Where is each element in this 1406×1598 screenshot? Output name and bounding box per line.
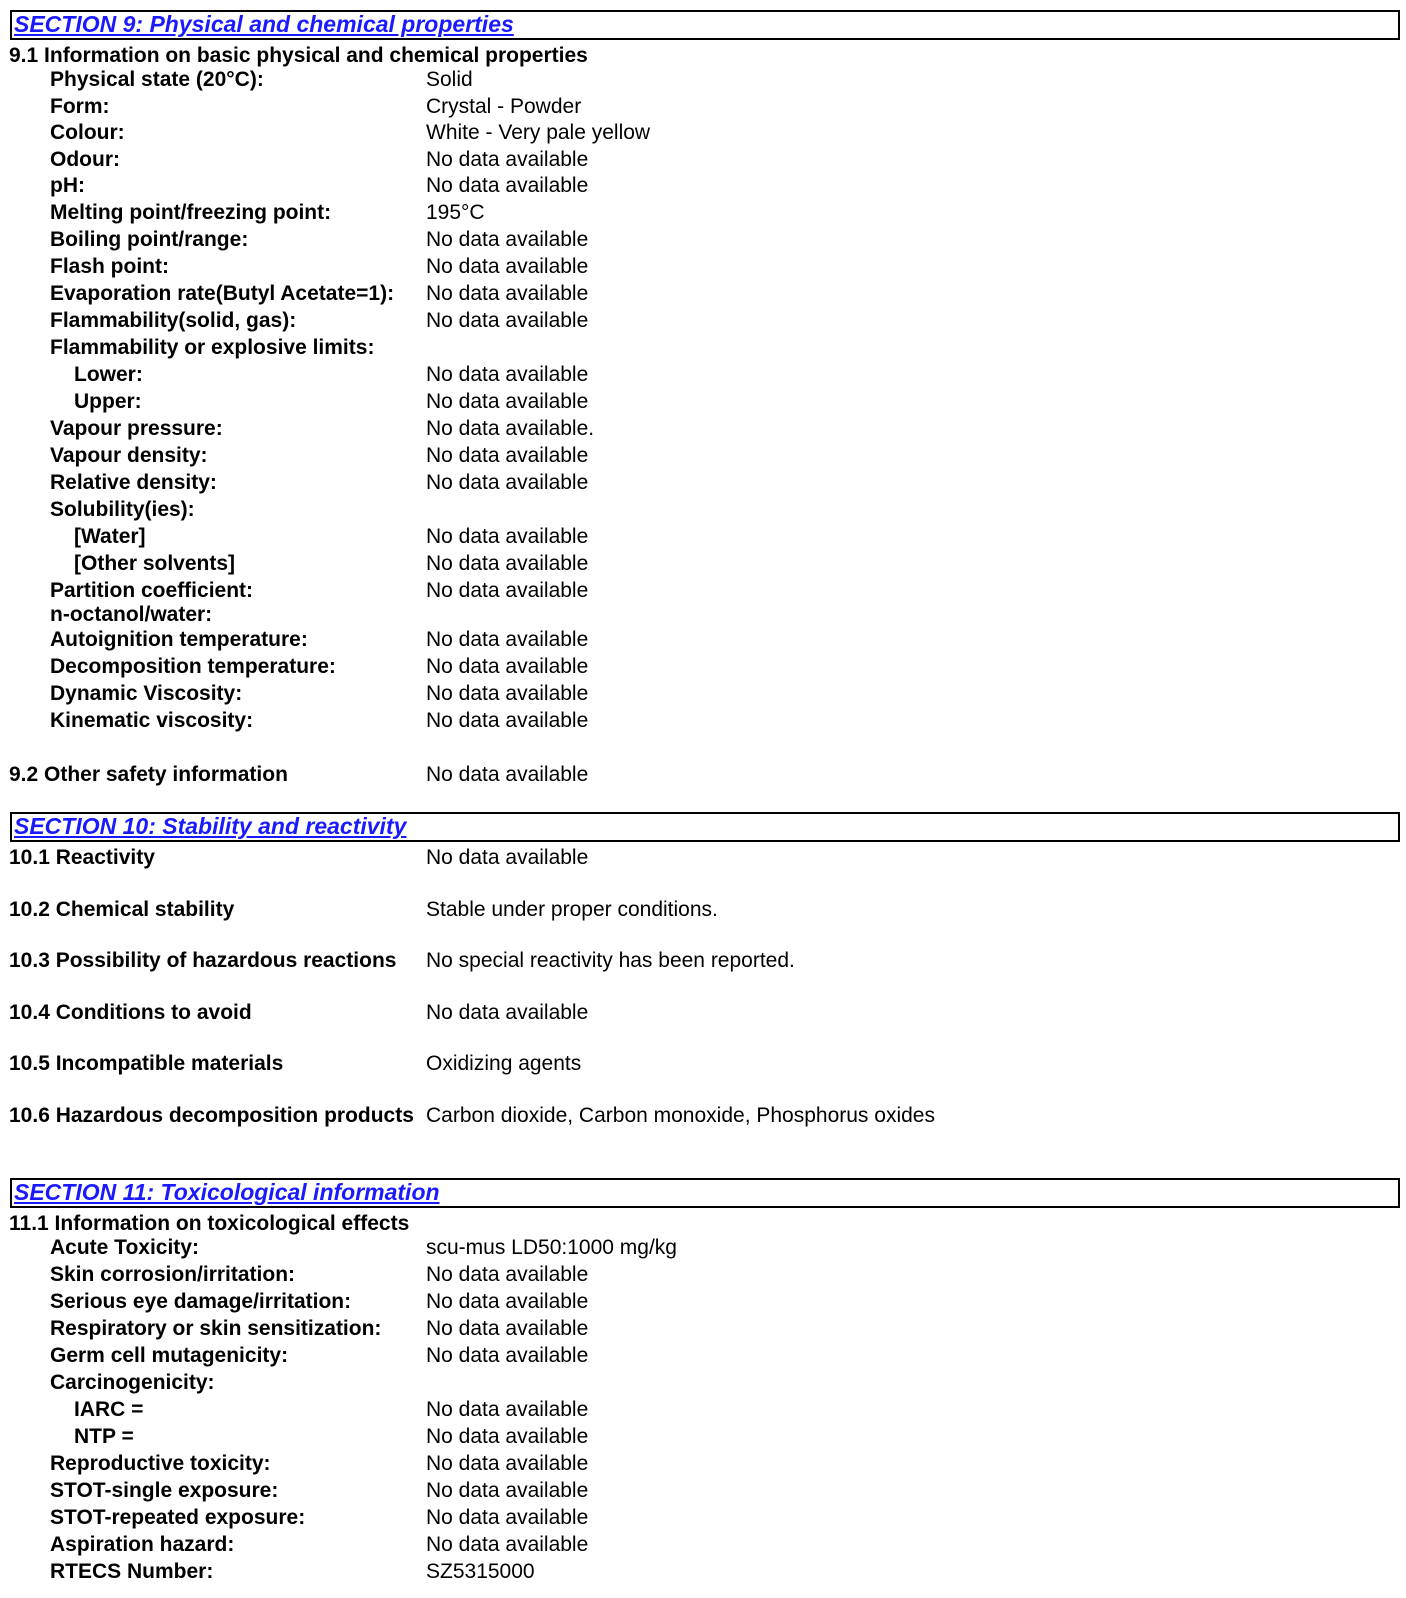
property-label: Physical state (20°C): bbox=[50, 68, 264, 91]
section-10-title: SECTION 10: Stability and reactivity bbox=[14, 813, 407, 839]
reactivity-label: 10.3 Possibility of hazardous reactions bbox=[9, 949, 397, 972]
property-label: Autoignition temperature: bbox=[50, 628, 308, 651]
property-row bbox=[0, 577, 1406, 604]
property-value: White - Very pale yellow bbox=[426, 121, 651, 144]
toxicology-value: No data available bbox=[426, 1533, 589, 1556]
property-label: n-octanol/water: bbox=[50, 603, 213, 626]
section-11-header bbox=[10, 1178, 1400, 1208]
section-9-title: SECTION 9: Physical and chemical properties bbox=[14, 11, 514, 37]
section-10-header bbox=[10, 812, 1400, 842]
toxicology-label: Skin corrosion/irritation: bbox=[50, 1263, 296, 1286]
property-label: Lower: bbox=[74, 363, 143, 386]
toxicology-label: Reproductive toxicity: bbox=[50, 1452, 271, 1475]
property-value: No data available bbox=[426, 228, 589, 251]
reactivity-value: No data available bbox=[426, 846, 589, 869]
reactivity-label: 10.6 Hazardous decomposition products bbox=[9, 1104, 414, 1127]
property-label: Colour: bbox=[50, 121, 125, 144]
property-row bbox=[0, 550, 1406, 577]
reactivity-value: Carbon dioxide, Carbon monoxide, Phosphorus oxides bbox=[426, 1104, 935, 1127]
toxicology-value: No data available bbox=[426, 1506, 589, 1529]
reactivity-label: 10.1 Reactivity bbox=[9, 846, 155, 869]
property-row bbox=[0, 119, 1406, 146]
property-row bbox=[0, 415, 1406, 442]
toxicology-label: RTECS Number: bbox=[50, 1560, 214, 1583]
toxicology-value: scu-mus LD50:1000 mg/kg bbox=[426, 1236, 677, 1259]
other-safety-row bbox=[0, 761, 1406, 788]
property-label: Boiling point/range: bbox=[50, 228, 249, 251]
property-row bbox=[0, 199, 1406, 226]
property-label: Flash point: bbox=[50, 255, 169, 278]
property-row bbox=[0, 469, 1406, 496]
property-row bbox=[0, 307, 1406, 334]
toxicology-row bbox=[0, 1423, 1406, 1450]
property-row bbox=[0, 226, 1406, 253]
property-value: No data available bbox=[426, 390, 589, 413]
reactivity-label: 10.2 Chemical stability bbox=[9, 898, 235, 921]
property-value: Solid bbox=[426, 68, 473, 91]
reactivity-row bbox=[0, 1102, 1406, 1129]
property-value: No data available bbox=[426, 628, 589, 651]
toxicology-row bbox=[0, 1450, 1406, 1477]
property-value: No data available bbox=[426, 309, 589, 332]
property-row bbox=[0, 601, 1406, 628]
property-value: No data available bbox=[426, 655, 589, 678]
toxicology-label: IARC = bbox=[74, 1398, 144, 1421]
toxicology-value: No data available bbox=[426, 1344, 589, 1367]
property-label: Solubility(ies): bbox=[50, 498, 195, 521]
property-value: No data available bbox=[426, 282, 589, 305]
toxicology-value: No data available bbox=[426, 1290, 589, 1313]
property-value: Crystal - Powder bbox=[426, 95, 582, 118]
toxicology-label: Serious eye damage/irritation: bbox=[50, 1290, 352, 1313]
property-value: No data available bbox=[426, 525, 589, 548]
property-row bbox=[0, 388, 1406, 415]
property-label: Odour: bbox=[50, 148, 120, 171]
property-value: No data available bbox=[426, 579, 589, 602]
property-value: No data available bbox=[426, 471, 589, 494]
reactivity-row bbox=[0, 999, 1406, 1026]
toxicology-row bbox=[0, 1558, 1406, 1585]
toxicology-value: SZ5315000 bbox=[426, 1560, 535, 1583]
property-row bbox=[0, 334, 1406, 361]
property-row bbox=[0, 66, 1406, 93]
property-row bbox=[0, 361, 1406, 388]
property-label: pH: bbox=[50, 174, 85, 197]
toxicology-label: STOT-single exposure: bbox=[50, 1479, 279, 1502]
toxicology-label: Acute Toxicity: bbox=[50, 1236, 199, 1259]
property-row bbox=[0, 653, 1406, 680]
toxicology-row bbox=[0, 1315, 1406, 1342]
property-label: Vapour density: bbox=[50, 444, 208, 467]
property-label: Dynamic Viscosity: bbox=[50, 682, 243, 705]
property-label: Upper: bbox=[74, 390, 142, 413]
toxicology-value: No data available bbox=[426, 1263, 589, 1286]
toxicology-row bbox=[0, 1342, 1406, 1369]
property-label: Relative density: bbox=[50, 471, 217, 494]
property-row bbox=[0, 172, 1406, 199]
property-value: No data available bbox=[426, 148, 589, 171]
property-row bbox=[0, 93, 1406, 120]
property-value: No data available bbox=[426, 709, 589, 732]
other-safety-value: No data available bbox=[426, 763, 589, 786]
property-row bbox=[0, 496, 1406, 523]
toxicology-label: Germ cell mutagenicity: bbox=[50, 1344, 289, 1367]
toxicology-label: Respiratory or skin sensitization: bbox=[50, 1317, 382, 1340]
property-label: Kinematic viscosity: bbox=[50, 709, 254, 732]
toxicology-value: No data available bbox=[426, 1425, 589, 1448]
toxicology-row bbox=[0, 1396, 1406, 1423]
property-label: Vapour pressure: bbox=[50, 417, 223, 440]
reactivity-label: 10.5 Incompatible materials bbox=[9, 1052, 284, 1075]
property-value: No data available bbox=[426, 552, 589, 575]
toxicology-row bbox=[0, 1504, 1406, 1531]
reactivity-value: Stable under proper conditions. bbox=[426, 898, 718, 921]
reactivity-row bbox=[0, 947, 1406, 974]
property-value: No data available bbox=[426, 255, 589, 278]
toxicology-row bbox=[0, 1288, 1406, 1315]
toxicology-row bbox=[0, 1234, 1406, 1261]
toxicology-row bbox=[0, 1369, 1406, 1396]
property-label: [Water] bbox=[74, 525, 146, 548]
property-label: Evaporation rate(Butyl Acetate=1): bbox=[50, 282, 395, 305]
toxicology-row bbox=[0, 1261, 1406, 1288]
property-row bbox=[0, 253, 1406, 280]
property-value: No data available bbox=[426, 174, 589, 197]
reactivity-row bbox=[0, 1050, 1406, 1077]
property-value: No data available bbox=[426, 444, 589, 467]
property-label: [Other solvents] bbox=[74, 552, 236, 575]
reactivity-label: 10.4 Conditions to avoid bbox=[9, 1001, 252, 1024]
property-value: No data available bbox=[426, 363, 589, 386]
property-value: No data available bbox=[426, 682, 589, 705]
property-label: Melting point/freezing point: bbox=[50, 201, 332, 224]
subsection-9-1-title: 9.1 Information on basic physical and chemical properties bbox=[9, 44, 588, 67]
property-row bbox=[0, 280, 1406, 307]
toxicology-label: NTP = bbox=[74, 1425, 134, 1448]
toxicology-value: No data available bbox=[426, 1317, 589, 1340]
toxicology-value: No data available bbox=[426, 1479, 589, 1502]
property-row bbox=[0, 626, 1406, 653]
property-label: Flammability or explosive limits: bbox=[50, 336, 375, 359]
other-safety-label: 9.2 Other safety information bbox=[9, 763, 288, 786]
reactivity-value: No special reactivity has been reported. bbox=[426, 949, 795, 972]
toxicology-row bbox=[0, 1477, 1406, 1504]
toxicology-value: No data available bbox=[426, 1452, 589, 1475]
reactivity-row bbox=[0, 896, 1406, 923]
section-9-header bbox=[10, 10, 1400, 40]
section-11-title: SECTION 11: Toxicological information bbox=[14, 1179, 440, 1205]
property-value: 195°C bbox=[426, 201, 485, 224]
property-value: No data available. bbox=[426, 417, 595, 440]
property-row bbox=[0, 680, 1406, 707]
toxicology-row bbox=[0, 1531, 1406, 1558]
toxicology-label: Aspiration hazard: bbox=[50, 1533, 235, 1556]
property-row bbox=[0, 523, 1406, 550]
property-row bbox=[0, 707, 1406, 734]
property-label: Flammability(solid, gas): bbox=[50, 309, 297, 332]
subsection-11-1-title: 11.1 Information on toxicological effects bbox=[9, 1212, 410, 1235]
reactivity-value: No data available bbox=[426, 1001, 589, 1024]
property-label: Decomposition temperature: bbox=[50, 655, 336, 678]
property-label: Partition coefficient: bbox=[50, 579, 254, 602]
toxicology-label: Carcinogenicity: bbox=[50, 1371, 215, 1394]
reactivity-row bbox=[0, 844, 1406, 871]
toxicology-label: STOT-repeated exposure: bbox=[50, 1506, 306, 1529]
property-row bbox=[0, 146, 1406, 173]
property-label: Form: bbox=[50, 95, 110, 118]
reactivity-value: Oxidizing agents bbox=[426, 1052, 582, 1075]
toxicology-value: No data available bbox=[426, 1398, 589, 1421]
property-row bbox=[0, 442, 1406, 469]
